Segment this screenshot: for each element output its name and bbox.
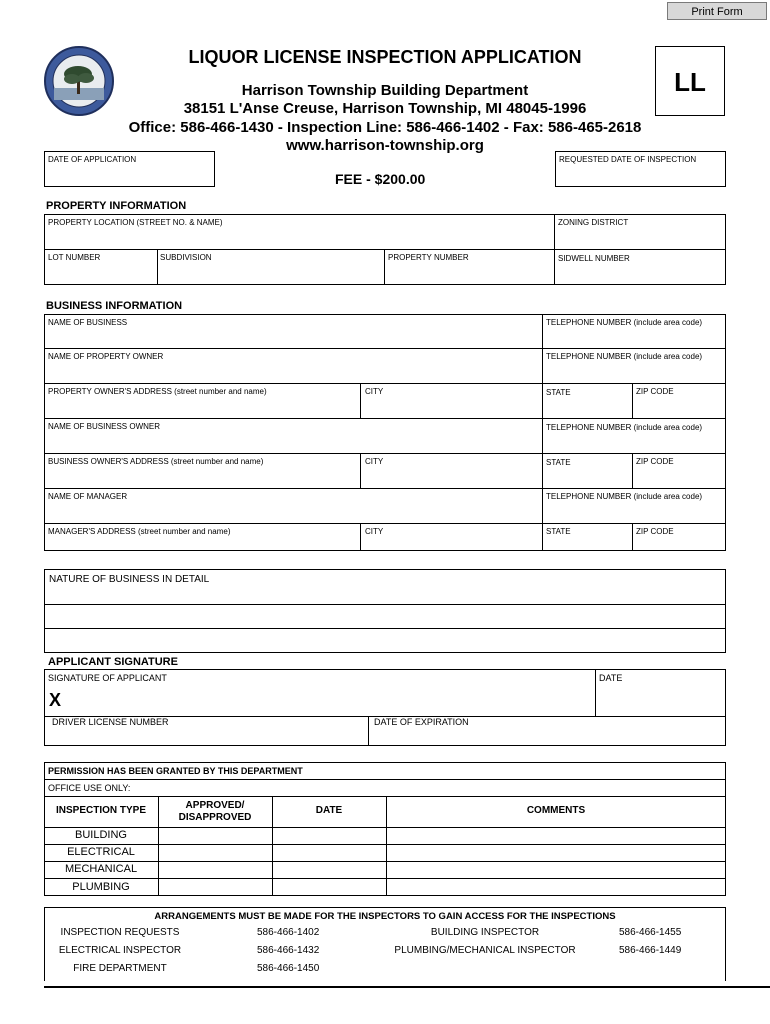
manager-address-field[interactable]: [45, 538, 359, 550]
signature-date-field[interactable]: [597, 686, 725, 715]
owner-address-field[interactable]: [45, 398, 359, 417]
applicant-signature-label: SIGNATURE OF APPLICANT: [48, 673, 167, 683]
electrical-inspector-label: ELECTRICAL INSPECTOR: [58, 945, 182, 956]
property-owner-phone-label: TELEPHONE NUMBER (include area code): [546, 352, 703, 361]
business-owner-field[interactable]: [45, 433, 541, 452]
property-owner-field[interactable]: [45, 363, 541, 382]
col-approved: APPROVED/ DISAPPROVED: [178, 800, 252, 823]
row-mechanical: MECHANICAL: [64, 863, 138, 875]
electrical-inspector-phone: 586-466-1432: [257, 945, 320, 956]
business-owner-zip-field[interactable]: [634, 468, 725, 487]
owner-state-label: STATE: [546, 388, 571, 397]
manager-zip-label: ZIP CODE: [636, 527, 674, 536]
owner-state-field[interactable]: [544, 398, 631, 417]
name-of-business-field[interactable]: [45, 329, 541, 347]
owner-address-label: PROPERTY OWNER'S ADDRESS (street number and name): [48, 387, 267, 396]
inspection-requests-label: INSPECTION REQUESTS: [60, 927, 180, 938]
office-use-label: OFFICE USE ONLY:: [48, 783, 131, 793]
electrical-approved-field[interactable]: [159, 845, 271, 860]
building-inspector-phone: 586-466-1455: [619, 927, 682, 938]
mechanical-date-field[interactable]: [273, 862, 385, 877]
owner-city-field[interactable]: [362, 398, 541, 417]
business-owner-city-label: CITY: [365, 457, 384, 466]
signature-heading: APPLICANT SIGNATURE: [48, 656, 178, 668]
col-date: DATE: [315, 805, 343, 816]
building-comments-field[interactable]: [387, 828, 725, 843]
manager-address-label: MANAGER'S ADDRESS (street number and name): [48, 527, 231, 536]
manager-label: NAME OF MANAGER: [48, 492, 128, 501]
property-number-label: PROPERTY NUMBER: [388, 253, 469, 262]
plumbing-mechanical-inspector-label: PLUMBING/MECHANICAL INSPECTOR: [394, 945, 576, 956]
electrical-date-field[interactable]: [273, 845, 385, 860]
department-address: 38151 L'Anse Creuse, Harrison Township, MI 48045-1996: [183, 100, 587, 117]
department-name: Harrison Township Building Department: [241, 82, 529, 99]
requested-date-label: REQUESTED DATE OF INSPECTION: [559, 155, 697, 164]
bottom-rule: [44, 986, 770, 988]
nature-line-2[interactable]: [45, 605, 725, 627]
nature-line-1[interactable]: [45, 586, 725, 603]
plumbing-date-field[interactable]: [273, 879, 385, 895]
business-owner-zip-label: ZIP CODE: [636, 457, 674, 466]
building-approved-field[interactable]: [159, 828, 271, 843]
manager-zip-field[interactable]: [634, 538, 725, 550]
business-heading: BUSINESS INFORMATION: [46, 300, 183, 312]
department-contact: Office: 586-466-1430 - Inspection Line: 586-466-1402 - Fax: 586-465-2618: [128, 119, 642, 136]
property-owner-label: NAME OF PROPERTY OWNER: [48, 352, 164, 361]
name-of-business-label: NAME OF BUSINESS: [48, 318, 128, 327]
business-owner-address-field[interactable]: [45, 468, 359, 487]
owner-zip-label: ZIP CODE: [636, 387, 674, 396]
driver-license-field[interactable]: [45, 729, 367, 745]
electrical-comments-field[interactable]: [387, 845, 725, 860]
mechanical-comments-field[interactable]: [387, 862, 725, 877]
nature-of-business-label: NATURE OF BUSINESS IN DETAIL: [49, 574, 210, 585]
building-date-field[interactable]: [273, 828, 385, 843]
business-phone-label: TELEPHONE NUMBER (include area code): [546, 318, 703, 327]
row-electrical: ELECTRICAL: [67, 846, 135, 858]
manager-state-label: STATE: [546, 527, 571, 536]
fire-department-phone: 586-466-1450: [257, 963, 320, 974]
business-owner-state-field[interactable]: [544, 468, 631, 487]
property-owner-phone-field[interactable]: [544, 363, 725, 382]
building-inspector-label: BUILDING INSPECTOR: [430, 927, 540, 938]
business-owner-label: NAME OF BUSINESS OWNER: [48, 422, 161, 431]
nature-line-3[interactable]: [45, 629, 725, 652]
subdivision-label: SUBDIVISION: [160, 253, 212, 262]
property-heading: PROPERTY INFORMATION: [46, 200, 187, 212]
manager-field[interactable]: [45, 503, 541, 522]
inspection-requests-phone: 586-466-1402: [257, 927, 320, 938]
business-owner-city-field[interactable]: [362, 468, 541, 487]
row-plumbing: PLUMBING: [72, 881, 130, 893]
zoning-district-field[interactable]: [556, 229, 725, 248]
manager-phone-field[interactable]: [544, 503, 725, 522]
row-building: BUILDING: [75, 829, 127, 841]
sidwell-number-field[interactable]: [556, 264, 725, 284]
permission-heading: PERMISSION HAS BEEN GRANTED BY THIS DEPARTMENT: [48, 766, 303, 776]
signature-date-label: DATE: [599, 673, 623, 683]
expiration-field[interactable]: [370, 729, 725, 745]
date-of-application-label: DATE OF APPLICATION: [48, 155, 137, 164]
fee-text: FEE - $200.00: [335, 171, 426, 187]
applicant-signature-field[interactable]: [66, 688, 594, 715]
arrangements-heading: ARRANGEMENTS MUST BE MADE FOR THE INSPECTORS TO GAIN ACCESS FOR THE INSPECTIONS: [154, 911, 616, 922]
business-owner-address-label: BUSINESS OWNER'S ADDRESS (street number and name): [48, 457, 264, 466]
manager-state-field[interactable]: [544, 538, 631, 550]
driver-license-label: DRIVER LICENSE NUMBER: [52, 717, 169, 727]
owner-zip-field[interactable]: [634, 398, 725, 417]
business-owner-phone-field[interactable]: [544, 433, 725, 452]
expiration-label: DATE OF EXPIRATION: [374, 717, 469, 727]
sidwell-number-label: SIDWELL NUMBER: [558, 254, 630, 263]
col-comments: COMMENTS: [526, 805, 586, 816]
form-title: LIQUOR LICENSE INSPECTION APPLICATION: [188, 47, 582, 67]
business-owner-state-label: STATE: [546, 458, 571, 467]
owner-city-label: CITY: [365, 387, 384, 396]
signature-x-mark: X: [49, 690, 62, 710]
mechanical-approved-field[interactable]: [159, 862, 271, 877]
property-location-label: PROPERTY LOCATION (STREET NO. & NAME): [48, 218, 223, 227]
plumbing-mechanical-inspector-phone: 586-466-1449: [619, 945, 682, 956]
property-location-field[interactable]: [45, 229, 553, 248]
subdivision-field[interactable]: [158, 264, 383, 284]
fire-department-label: FIRE DEPARTMENT: [73, 963, 167, 974]
form-code: LL: [655, 46, 725, 116]
plumbing-approved-field[interactable]: [159, 879, 271, 895]
zoning-district-label: ZONING DISTRICT: [558, 218, 629, 227]
business-phone-field[interactable]: [544, 329, 725, 347]
plumbing-comments-field[interactable]: [387, 879, 725, 895]
lot-number-label: LOT NUMBER: [48, 253, 101, 262]
business-owner-phone-label: TELEPHONE NUMBER (include area code): [546, 423, 703, 432]
col-inspection-type: INSPECTION TYPE: [55, 805, 146, 816]
lot-number-field[interactable]: [45, 264, 156, 284]
manager-city-field[interactable]: [362, 538, 541, 550]
manager-city-label: CITY: [365, 527, 384, 536]
print-form-button[interactable]: Print Form: [667, 2, 767, 20]
department-website: www.harrison-township.org: [286, 137, 484, 154]
property-number-field[interactable]: [385, 264, 553, 284]
manager-phone-label: TELEPHONE NUMBER (include area code): [546, 492, 703, 501]
